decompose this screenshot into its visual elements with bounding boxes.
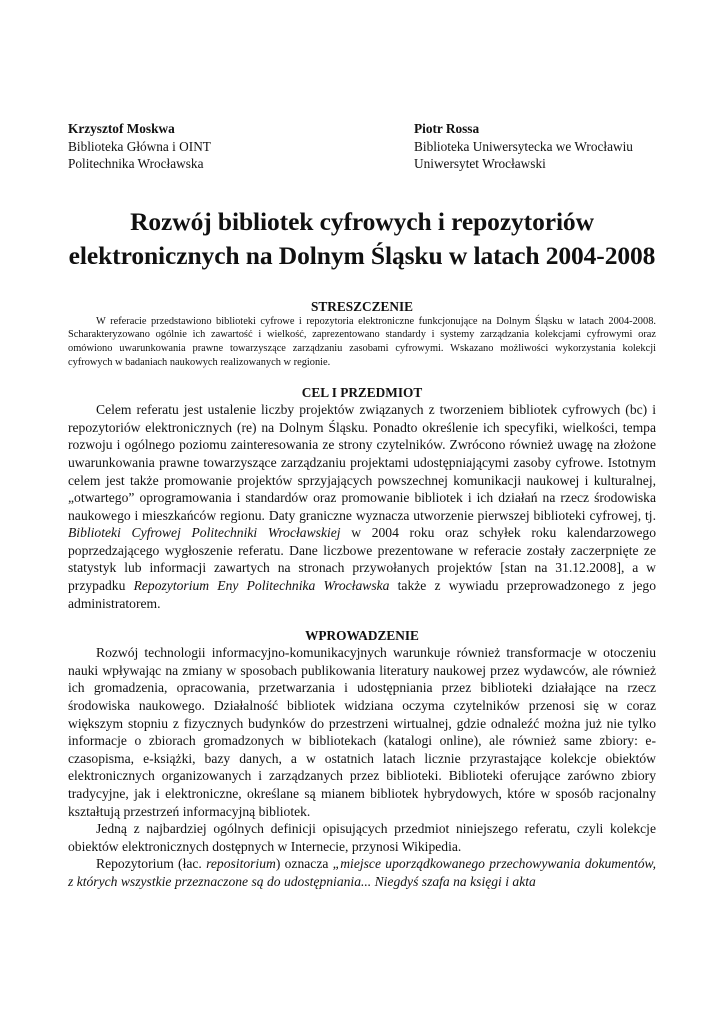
author-affiliation: Biblioteka Główna i OINT — [68, 138, 211, 154]
author-affiliation: Politechnika Wrocławska — [68, 156, 204, 171]
author-left — [68, 120, 348, 173]
paper-page — [68, 120, 656, 891]
author-name: Piotr Rossa — [414, 121, 480, 136]
body-paragraph: Celem referatu jest ustalenie liczby projektów związanych z tworzeniem bibliotek cyfrowych (bc) i repozytoriów elektronicznych (re) na Dolnym Śląsku. Ponadto określenie ich specyfiki, wielkości, tempa rozwoju i ogólnego poziomu zainteresowania ze strony czytelników. Zwrócono również uwagę na złożone uwarunkowania prawne towarzyszące zarządzaniu projektami udostępniającymi zasoby cyfrowe. Istotnym celem jest także promowanie projektów sprzyjających powszechnej komunikacji naukowej i kulturalnej, „otwartego” oprogramowania i standardów oraz promowanie bibliotek i ich działań na rzecz środowiska naukowego i mieszkańców regionu. Daty graniczne wyznacza utworzenie pierwszej biblioteki cyfrowej, tj. Biblioteki Cyfrowej Politechniki Wrocławskiej w 2004 roku oraz schyłek roku kalendarzowego poprzedzającego wygłoszenie referatu. Dane liczbowe prezentowane w referacie zostały zaczerpnięte ze statystyk lub informacji zawartych na stronach przywołanych projektów [stan na 31.12.2008], a w przypadku Repozytorium Eny Politechnika Wrocławska także z wywiadu przeprowadzonego z jego administratorem. — [68, 402, 656, 611]
paper-title: Rozwój bibliotek cyfrowych i repozytoriów elektronicznych na Dolnym Śląsku w latach 2004-2008 — [68, 206, 656, 270]
section-heading-wprowadzenie: WPROWADZENIE — [305, 628, 419, 644]
section-heading-cel: CEL I PRZEDMIOT — [301, 385, 423, 401]
abstract-text: W referacie przedstawiono biblioteki cyfrowe i repozytoria elektroniczne funkcjonujące na Dolnym Śląsku w latach 2004-2008. Scharakteryzowano ogólnie ich zawartość i wielkość, zaprezentowano standardy i systemy zarządzania kolekcjami cyfrowymi oraz omówiono uwarunkowania prawne towarzyszące zarządzaniu zasobami cyfrowymi. Wskazano możliwości wykorzystania kolekcji cyfrowych w badaniach naukowych realizowanych w regionie. — [68, 315, 656, 369]
body-paragraph: Repozytorium (łac. repositorium) oznacza „miejsce uporządkowanego przechowywania dokumentów, z których wszystkie przeznaczone są do udostępniania... Niegdyś szafa na księgi i akta — [68, 856, 656, 889]
author-affiliation: Biblioteka Uniwersytecka we Wrocławiu — [414, 138, 633, 154]
italic-quote: „miejsce uporządkowanego przechowywania dokumentów, z których wszystkie przeznaczone są do udostępniania... Niegdyś szafa na księgi i akta — [68, 856, 656, 889]
body-paragraph: Rozwój technologii informacyjno-komunikacyjnych warunkuje również transformacje w otoczeniu nauki wpływając na zmiany w sposobach publikowania literatury naukowej przez wydawców, ale również ich gromadzenia, opracowania, przetwarzania i udostępniania przez biblioteki działające na rzecz środowiska naukowego. Działalność bibliotek widziana oczyma czytelników przenosi się w coraz większym stopniu z fizycznych budynków do przestrzeni wirtualnej, gdzie odnaleźć można już nie tylko informacje o zbiorach gromadzonych w bibliotekach (katalogi online), ale również same zbiory: e-czasopisma, e-książki, bazy danych, a w ostatnich latach licznie przyrastające kolekcje obiektów elektronicznych organizowanych i zarządzanych przez biblioteki. Biblioteki oferujące zarówno zbiory tradycyjne, jak i elektroniczne, określane są mianem bibliotek hybrydowych, które w sposób racjonalny kształtują przestrzeń informacyjną bibliotek. — [68, 645, 656, 819]
authors-block — [68, 120, 656, 173]
abstract-heading: STRESZCZENIE — [311, 298, 413, 314]
italic-title: Repozytorium Eny Politechnika Wrocławska — [133, 578, 390, 594]
italic-term: repositorium — [206, 856, 276, 872]
italic-title: Biblioteki Cyfrowej Politechniki Wrocławskiej — [68, 525, 341, 541]
body-paragraph: Jedną z najbardziej ogólnych definicji opisujących przedmiot niniejszego referatu, czyli kolekcje obiektów elektronicznych dostępnych w Internecie, przynosi Wikipedia. — [68, 821, 656, 854]
author-affiliation: Uniwersytet Wrocławski — [414, 156, 546, 171]
author-right — [414, 120, 656, 173]
author-name: Krzysztof Moskwa — [68, 121, 175, 136]
